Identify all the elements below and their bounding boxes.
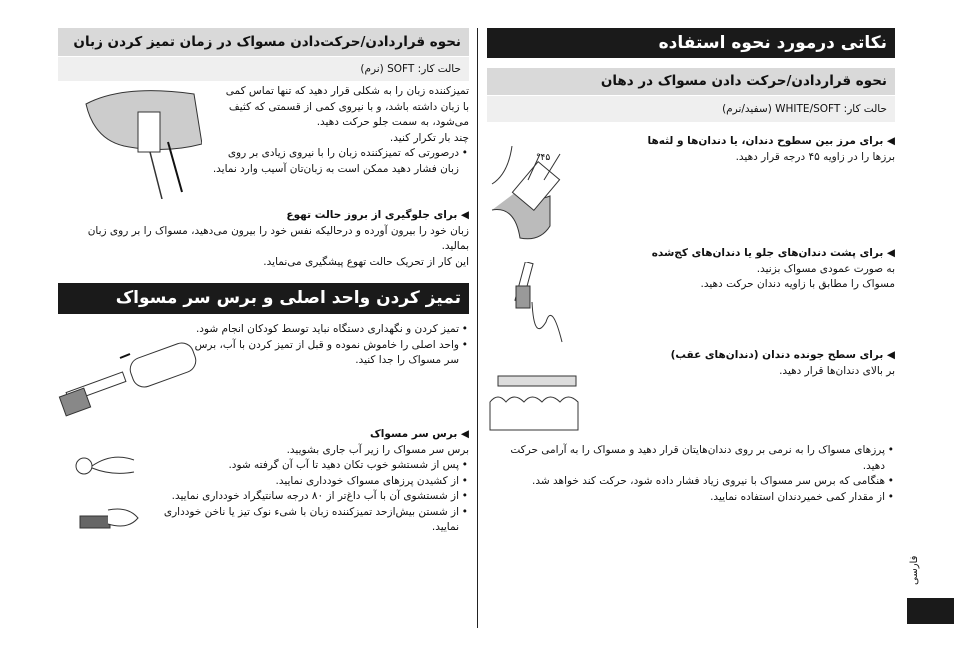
back-text-1: به صورت عمودی مسواک بزنید. [756,262,895,275]
tongue-instructions [210,84,469,177]
gag-heading: ◀ برای جلوگیری از بروز حالت تهوع [286,209,469,221]
clean-tongue-cleaner-illustration-icon [78,500,140,548]
back-teeth-section [600,246,895,293]
tongue-line-4: چند بار تکرار کنید. [389,131,469,144]
chewing-surface-section [600,348,895,379]
brush-cleaning-section [148,427,469,536]
cleaning-instructions [180,322,469,369]
tip-bullet-3: • از مقدار کمی خمیردندان استفاده نمایید. [495,490,885,506]
tongue-line-3: می‌شود، به سمت جلو حرکت دهید. [316,116,469,128]
tongue-cleaning-illustration-icon [84,84,202,199]
section-title-tongue: نحوه قراردادن/حرکت‌دادن مسواک در زمان تمیز کردن زبان [58,28,469,56]
main-title: نکاتی درمورد نحوه استفاده [487,28,895,58]
tip-bullet-2: • هنگامی که برس سر مسواک با نیروی زیاد فشار داده شود، حرکت کند خواهد شد. [495,474,885,490]
chew-heading: ◀ برای سطح جونده دندان (دندان‌های عقب) [670,349,895,361]
chewing-surface-illustration-icon [488,370,588,434]
brush-heading: ◀ برس سر مسواک [370,428,469,440]
chew-text: بر بالای دندان‌ها قرار دهید. [779,364,895,377]
rinse-brush-illustration-icon [62,446,136,484]
tip-bullet-1: • پرزهای مسواک را به نرمی بر روی دندان‌هایتان قرار دهید و مسواک را به آرامی حرکت دهید. [495,443,885,474]
brush-head-removal-illustration-icon [58,330,198,420]
brush-bullet-4: • از شستن بیش‌ازحد تمیزکننده زبان با شیء نوک تیز یا ناخن خودداری نمایید. [148,505,459,536]
gumline-heading: ◀ برای مرز بین سطوح دندان، یا دندان‌ها و لثه‌ها [647,135,895,147]
tongue-line-1: تمیزکننده زبان را به شکلی قرار دهید که تنها تماس کمی [225,85,469,97]
page-tab [907,598,954,624]
gag-text-1: زبان خود را بیرون آورده و درحالیکه نفس خود را بیرون می‌دهید، مسواک را بر روی زبان بمالید. [87,224,469,252]
mode-label-white-soft: حالت کار: WHITE/SOFT (سفید/نرم) [487,96,895,122]
brush-bullet-3: • از شستشوی آن با آب داغ‌تر از ۸۰ درجه سانتیگراد خودداری نمایید. [148,489,459,505]
column-divider [477,28,478,628]
tongue-warning: • درصورتی که تمیزکننده زبان را با نیروی زیادی بر روی زبان فشار دهید ممکن است به زبان‌تان آسیب وارد نماید. [210,146,459,177]
usage-tips [495,443,895,505]
brush-bullet-2: • از کشیدن پرزهای مسواک خودداری نمایید. [148,474,459,490]
back-teeth-illustration-icon [512,262,564,346]
cleaning-bullet-2: • واحد اصلی را خاموش نموده و قبل از تمیز کردن با آب، برس سر مسواک را جدا کنید. [180,338,459,369]
cleaning-bullet-1: • تمیز کردن و نگهداری دستگاه نباید توسط کودکان انجام شود. [180,322,459,338]
angle-label: °۴۵ [536,153,551,163]
gag-text-2: این کار از تحریک حالت تهوع پیشگیری می‌نماید. [263,255,469,268]
brush-intro: برس سر مسواک را زیر آب جاری بشویید. [286,443,469,456]
tongue-line-2: با زبان داشته باشد، و با نیروی کمی از قسمتی که کثیف [228,100,469,113]
gumline-illustration-icon [490,146,562,242]
gag-section [58,208,469,270]
back-heading: ◀ برای پشت دندان‌های جلو یا دندان‌های کج‌شده [651,247,895,259]
gumline-text: برزها را در زاویه ۴۵ درجه قرار دهید. [735,150,895,163]
brush-bullet-1: • پس از شستشو خوب تکان دهید تا آب آن گرفته شود. [148,458,459,474]
back-text-2: مسواک را مطابق با زاویه دندان حرکت دهید. [700,278,895,290]
mode-label-soft: حالت کار: SOFT (نرم) [58,57,469,81]
cleaning-title: تمیز کردن واحد اصلی و برس سر مسواک [58,283,469,314]
language-label: فارسی [909,555,920,585]
section-title-mouth: نحوه قراردادن/حرکت دادن مسواک در دهان [487,68,895,95]
gumline-section [600,134,895,165]
